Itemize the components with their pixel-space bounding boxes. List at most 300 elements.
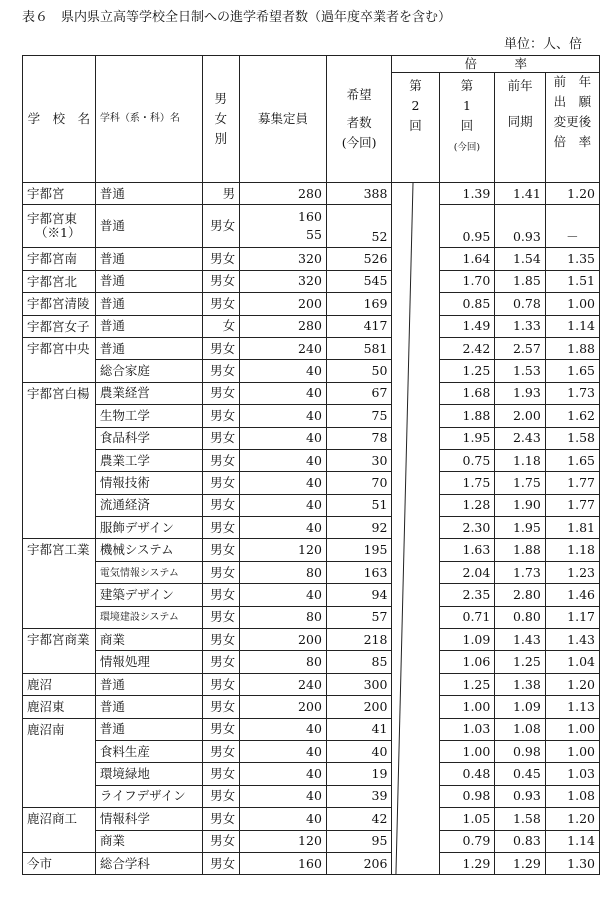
changed-ratio-cell-text: 1.14 [567,318,595,334]
quota-cell [240,472,327,494]
dept-cell [95,539,202,561]
school-note: （※1） [35,225,81,241]
round1-ratio-cell [439,584,495,606]
gender-cell [202,449,240,471]
quota-cell-text: 160 [298,855,322,871]
applicants-cell-text: 67 [371,385,388,401]
applicants-cell [326,852,392,874]
table-row [23,248,600,270]
gender-cell [202,629,240,651]
round1-ratio-cell-text: 0.71 [462,609,491,625]
table-row [23,651,600,673]
prev-year-ratio-cell-text: 0.98 [512,743,541,759]
dept-cell [95,494,202,516]
changed-ratio-cell [545,561,599,583]
gender-cell-text: 男女 [210,474,236,490]
round1-ratio-cell-text: 1.00 [462,698,491,714]
applicants-cell-text: 75 [371,407,388,423]
changed-ratio-cell [545,606,599,628]
applicants-cell-text: 163 [363,564,388,580]
applicants-cell [326,763,392,785]
quota-cell [240,315,327,337]
applicants-cell-text: 78 [371,430,388,446]
changed-ratio-cell-text: 1.58 [567,430,595,446]
applicants-cell-text: 40 [371,743,388,759]
dept-cell [95,696,202,718]
school-name-cell-text: 宇都宮東 [27,211,78,227]
quota-cell-text: 240 [298,676,322,692]
gender-cell [202,360,240,382]
gender-cell [202,763,240,785]
round1-ratio-cell [439,315,495,337]
changed-ratio-cell-text: 1.51 [567,273,595,289]
quota-cell [240,248,327,270]
changed-ratio-cell-text: － [566,229,579,245]
table-row [23,293,600,315]
applicants-cell [326,785,392,807]
applicants-cell-text: 95 [371,833,388,849]
gender-cell-text: 男女 [210,676,236,692]
quota-cell [240,183,327,205]
changed-ratio-cell-text: 1.08 [567,788,595,804]
prev-year-ratio-cell-text: 1.88 [512,542,541,558]
dept-cell [95,785,202,807]
changed-ratio-cell-text: 1.77 [567,497,595,513]
applicants-cell [326,248,392,270]
dept-cell [95,629,202,651]
gender-cell [202,494,240,516]
prev-year-ratio-cell [495,651,545,673]
applicants-cell [326,629,392,651]
round1-ratio-cell [439,270,495,292]
dept-cell [95,183,202,205]
quota-cell-text: 40 [306,519,322,535]
school-name-cell [23,205,96,248]
changed-ratio-cell [545,651,599,673]
applicants-cell [326,405,392,427]
round1-ratio-cell-text: 1.00 [462,743,491,759]
changed-ratio-cell-text: 1.65 [567,363,595,379]
applicants-cell-text: 30 [371,452,388,468]
round1-ratio-cell [439,360,495,382]
quota-cell [240,651,327,673]
school-name-cell-text: 宇都宮女子 [27,318,90,334]
table-row [23,718,600,740]
applicants-cell [326,205,392,248]
applicants-cell [326,673,392,695]
applicants-cell-text: 581 [363,340,388,356]
quota-cell-text: 200 [298,698,322,714]
prev-year-ratio-cell [495,808,545,830]
round1-ratio-cell [439,293,495,315]
changed-ratio-cell [545,248,599,270]
dept-cell-text: 服飾デザイン [99,519,174,535]
gender-cell-text: 男 [222,185,236,201]
gender-cell-text: 男女 [210,654,236,670]
prev-year-ratio-cell [495,629,545,651]
changed-ratio-cell [545,718,599,740]
applicants-cell-text: 52 [371,229,388,245]
changed-ratio-cell [545,830,599,852]
header-school: 学 校 名 [23,56,96,183]
applicants-cell [326,740,392,762]
dept-cell [95,808,202,830]
gender-cell-text: 男女 [210,452,236,468]
round1-ratio-cell-text: 2.04 [462,564,491,580]
applicants-cell-text: 526 [363,251,388,267]
prev-year-ratio-cell-text: 1.18 [512,452,541,468]
gender-cell-text: 男女 [210,430,236,446]
prev-year-ratio-cell [495,785,545,807]
changed-ratio-cell-text: 1.81 [567,519,595,535]
round1-ratio-cell [439,852,495,874]
prev-year-ratio-cell-text: 1.33 [512,318,541,334]
table-row [23,763,600,785]
gender-cell [202,584,240,606]
dept-cell-text: 生物工学 [99,407,150,423]
applicants-cell [326,718,392,740]
school-name-cell [23,270,96,292]
dept-cell-text: 普通 [99,295,125,311]
table-row [23,673,600,695]
changed-ratio-cell [545,539,599,561]
dept-cell-text: 食品科学 [99,430,150,446]
gender-cell [202,830,240,852]
quota-cell-text: 200 [298,295,322,311]
quota-cell [240,293,327,315]
table-row [23,561,600,583]
applicants-cell-text: 57 [371,609,388,625]
applicants-cell [326,606,392,628]
round1-ratio-cell [439,696,495,718]
round1-ratio-cell-text: 0.48 [462,766,491,782]
round1-ratio-cell [439,763,495,785]
applicants-cell-text: 92 [371,519,388,535]
school-name-cell [23,315,96,337]
round1-ratio-cell-text: 1.03 [462,721,491,737]
round1-ratio-cell-text: 1.75 [462,474,491,490]
gender-cell-text: 男女 [210,564,236,580]
round1-ratio-cell-text: 1.68 [462,385,491,401]
applicants-cell-text: 218 [363,631,388,647]
prev-year-ratio-cell [495,382,545,404]
gender-cell-text: 男女 [210,218,236,234]
round1-ratio-cell-text: 1.06 [462,654,491,670]
gender-cell [202,337,240,359]
prev-year-ratio-cell-text: 1.58 [512,810,541,826]
applicants-cell [326,382,392,404]
dept-cell [95,606,202,628]
dept-cell-text: 普通 [99,318,125,334]
changed-ratio-cell-text: 1.43 [567,631,595,647]
changed-ratio-cell [545,740,599,762]
quota-cell [240,427,327,449]
round1-ratio-cell-text: 1.25 [462,676,491,692]
applicants-cell [326,539,392,561]
table-row [23,785,600,807]
table-row [23,360,600,382]
changed-ratio-cell [545,629,599,651]
changed-ratio-cell-text: 1.00 [567,295,595,311]
dept-cell-text: 普通 [99,721,125,737]
prev-year-ratio-cell [495,293,545,315]
quota-cell-text: 40 [306,363,322,379]
applicants-cell-text: 169 [363,295,388,311]
table-row [23,449,600,471]
changed-ratio-cell [545,494,599,516]
dept-cell [95,427,202,449]
prev-year-ratio-cell-text: 1.08 [512,721,541,737]
applicants-cell [326,472,392,494]
dept-cell-text: 環境建設システム [99,612,179,624]
quota-cell-text: 280 [298,185,322,201]
prev-year-ratio-cell [495,852,545,874]
quota-cell-text: 40 [306,766,322,782]
changed-ratio-cell [545,449,599,471]
quota-cell-text: 40 [306,430,322,446]
quota-cell-text: 40 [306,385,322,401]
dept-cell-text: 情報処理 [99,654,150,670]
prev-year-ratio-cell [495,830,545,852]
changed-ratio-cell [545,852,599,874]
applicants-cell [326,183,392,205]
dept-cell-text: 情報技術 [99,474,150,490]
dept-cell-text: 普通 [99,273,125,289]
gender-cell-text: 男女 [210,833,236,849]
applicants-cell [326,584,392,606]
table-row [23,539,600,561]
round1-ratio-cell-text: 0.75 [462,452,491,468]
school-name-cell-text: 鹿沼南 [27,721,65,737]
applicants-cell [326,696,392,718]
quota-value: 160 [298,209,322,225]
round1-ratio-cell [439,629,495,651]
quota-value-2: 55 [306,227,322,243]
table-title: 表６ 県内県立高等学校全日制への進学希望者数（過年度卒業者を含む） [22,10,452,25]
changed-ratio-cell-text: 1.88 [567,340,595,356]
table-row [23,382,600,404]
applicants-cell [326,270,392,292]
dept-cell [95,673,202,695]
header-dept: 学科（系・科）名 [95,56,202,183]
applicants-cell [326,808,392,830]
dept-cell-text: 普通 [99,340,125,356]
school-name-cell [23,696,96,718]
applicants-cell [326,293,392,315]
dept-cell [95,561,202,583]
applicants-cell-text: 41 [371,721,388,737]
dept-cell [95,360,202,382]
applicants-cell-text: 545 [363,273,388,289]
round1-ratio-cell [439,606,495,628]
quota-cell [240,606,327,628]
school-name-cell [23,337,96,382]
applicants-cell [326,494,392,516]
round1-ratio-cell-text: 1.39 [462,185,491,201]
quota-cell [240,852,327,874]
prev-year-ratio-cell-text: 0.93 [512,229,541,245]
quota-cell [240,382,327,404]
dept-cell-text: 農業工学 [99,452,150,468]
dept-cell-text: 普通 [99,185,125,201]
school-name-cell-text: 鹿沼商工 [27,811,78,827]
school-name-cell-text: 宇都宮清陵 [27,296,90,312]
gender-cell-text: 男女 [210,273,236,289]
prev-year-ratio-cell [495,405,545,427]
round1-ratio-cell [439,382,495,404]
prev-year-ratio-cell-text: 1.43 [512,631,541,647]
changed-ratio-cell [545,673,599,695]
gender-cell-text: 男女 [210,340,236,356]
dept-cell-text: 環境緑地 [99,766,150,782]
table-row [23,427,600,449]
prev-year-ratio-cell-text: 0.83 [512,833,541,849]
changed-ratio-cell-text: 1.35 [567,251,595,267]
school-name-cell [23,718,96,808]
quota-cell [240,360,327,382]
round1-ratio-cell [439,494,495,516]
applicants-cell-text: 70 [371,474,388,490]
dept-cell-text: 商業 [99,631,125,647]
round1-ratio-cell [439,830,495,852]
dept-cell [95,270,202,292]
changed-ratio-cell [545,472,599,494]
quota-cell-text: 240 [298,340,322,356]
dept-cell [95,405,202,427]
changed-ratio-cell-text: 1.04 [567,654,595,670]
round1-ratio-cell [439,205,495,248]
header-applicants: 希望 者数 (今回) [326,56,392,183]
school-name-cell-text: 宇都宮北 [27,273,78,289]
prev-year-ratio-cell-text: 1.95 [512,519,541,535]
applicants-cell [326,830,392,852]
round1-ratio-cell [439,651,495,673]
prev-year-ratio-cell-text: 1.54 [512,251,541,267]
prev-year-ratio-cell-text: 2.43 [512,430,541,446]
prev-year-ratio-cell-text: 2.80 [512,586,541,602]
school-name-cell [23,539,96,629]
quota-cell-text: 320 [298,273,322,289]
round1-ratio-cell [439,561,495,583]
gender-cell-text: 男女 [210,542,236,558]
school-name-cell [23,293,96,315]
prev-year-ratio-cell-text: 1.53 [512,363,541,379]
round2-cell [392,183,439,875]
round1-ratio-cell-text: 1.70 [462,273,491,289]
gender-cell-text: 男女 [210,519,236,535]
school-name-cell [23,248,96,270]
changed-ratio-cell [545,785,599,807]
table-row [23,584,600,606]
quota-cell-text: 80 [306,609,322,625]
table-row [23,852,600,874]
prev-year-ratio-cell-text: 0.78 [512,295,541,311]
round1-ratio-cell-text: 2.42 [462,340,491,356]
prev-year-ratio-cell-text: 2.00 [512,407,541,423]
table-row [23,696,600,718]
changed-ratio-cell [545,360,599,382]
changed-ratio-cell-text: 1.03 [567,766,595,782]
school-name-cell-text: 宇都宮南 [27,251,78,267]
gender-cell-text: 男女 [210,609,236,625]
dept-cell-text: 電気情報システム [99,567,179,579]
round1-ratio-cell [439,183,495,205]
gender-cell-text: 男女 [210,295,236,311]
school-name-cell-text: 鹿沼 [27,676,53,692]
prev-year-ratio-cell-text: 0.93 [512,788,541,804]
dept-cell-text: 流通経済 [99,497,150,513]
school-name-cell [23,629,96,674]
gender-cell [202,651,240,673]
applicants-cell-text: 19 [371,766,388,782]
gender-cell [202,740,240,762]
dept-cell [95,651,202,673]
changed-ratio-cell-text: 1.23 [567,564,595,580]
gender-cell [202,561,240,583]
quota-cell-text: 40 [306,407,322,423]
applicants-cell [326,517,392,539]
gender-cell-text: 男女 [210,788,236,804]
prev-year-ratio-cell-text: 1.85 [512,273,541,289]
table-row [23,740,600,762]
round1-ratio-cell-text: 1.64 [462,251,491,267]
changed-ratio-cell-text: 1.73 [567,385,595,401]
changed-ratio-cell-text: 1.65 [567,452,595,468]
applicants-cell [326,427,392,449]
prev-year-ratio-cell-text: 0.80 [512,609,541,625]
prev-year-ratio-cell [495,561,545,583]
dept-cell [95,248,202,270]
prev-year-ratio-cell [495,494,545,516]
round1-ratio-cell-text: 1.29 [462,855,491,871]
quota-cell [240,629,327,651]
quota-cell [240,718,327,740]
table-row [23,405,600,427]
table-row [23,629,600,651]
gender-cell [202,785,240,807]
gender-cell-text: 男女 [210,810,236,826]
quota-cell [240,337,327,359]
quota-cell [240,517,327,539]
applicants-cell-text: 85 [371,654,388,670]
round1-ratio-cell-text: 0.95 [462,229,491,245]
round1-ratio-cell-text: 0.98 [462,788,491,804]
round1-ratio-cell-text: 0.79 [462,833,491,849]
table-row [23,315,600,337]
gender-cell-text: 女 [222,318,236,334]
prev-year-ratio-cell-text: 0.45 [512,766,541,782]
gender-cell [202,427,240,449]
prev-year-ratio-cell-text: 1.73 [512,564,541,580]
round1-ratio-cell [439,718,495,740]
changed-ratio-cell-text: 1.17 [567,609,595,625]
dept-cell [95,584,202,606]
dept-cell-text: 機械システム [99,542,174,558]
changed-ratio-cell-text: 1.77 [567,474,595,490]
prev-year-ratio-cell [495,606,545,628]
prev-year-ratio-cell-text: 1.41 [512,185,541,201]
round1-ratio-cell [439,472,495,494]
round1-ratio-cell [439,427,495,449]
dept-cell [95,830,202,852]
table-row [23,830,600,852]
gender-cell-text: 男女 [210,631,236,647]
dept-cell [95,382,202,404]
school-name-cell-text: 鹿沼東 [27,699,65,715]
changed-ratio-cell-text: 1.20 [567,676,595,692]
changed-ratio-cell-text: 1.00 [567,743,595,759]
quota-cell-text: 120 [298,542,322,558]
